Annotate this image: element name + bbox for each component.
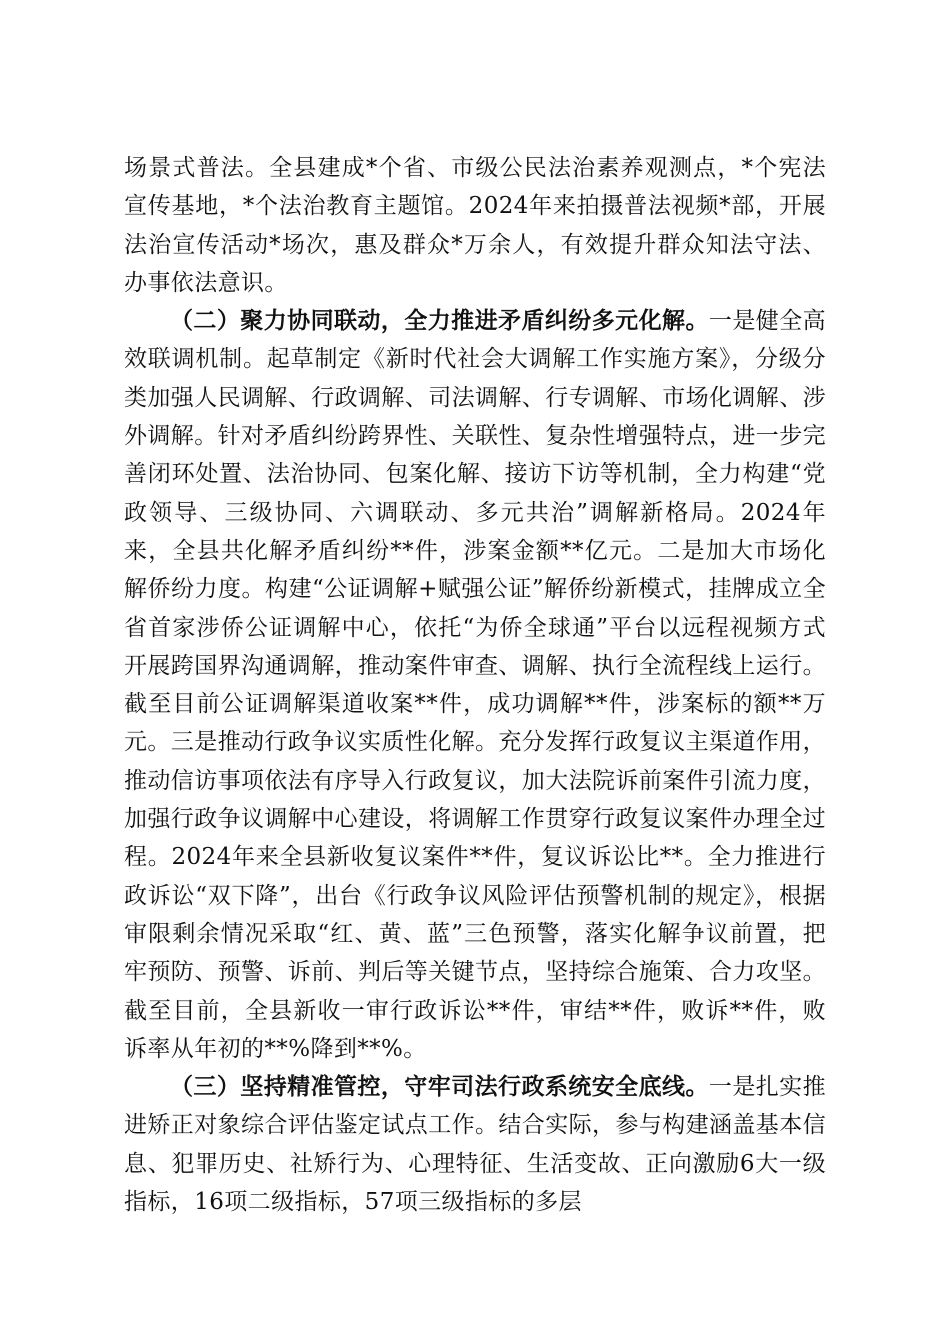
paragraph-text: 场景式普法。全县建成*个省、市级公民法治素养观测点，*个宪法宣传基地，*个法治教育主题馆。2024年来拍摄普法视频*部，开展法治宣传活动*场次，惠及群众*万余人，有效提升群众知法守法、办事依法意识。 [124,155,826,296]
paragraph-section-3 [124,1068,826,1221]
document-body [124,149,826,1221]
paragraph-section-2 [124,302,826,1068]
paragraph-continuation [124,149,826,302]
section-heading: （三）坚持精准管控，守牢司法行政系统安全底线。 [170,1073,709,1101]
section-heading: （二）聚力协同联动，全力推进矛盾纠纷多元化解。 [170,307,709,335]
paragraph-text: 一是健全高效联调机制。起草制定《新时代社会大调解工作实施方案》，分级分类加强人民调解、行政调解、司法调解、行专调解、市场化调解、涉外调解。针对矛盾纠纷跨界性、关联性、复杂性增强特点，进一步完善闭环处置、法治协同、包案化解、接访下访等机制，全力构建“党政领导、三级协同、六调联动、多元共治”调解新格局。2024年来，全县共化解矛盾纠纷**件，涉案金额**亿元。二是加大市场化解侨纷力度。构建“公证调解+赋强公证”解侨纷新模式，挂牌成立全省首家涉侨公证调解中心，依托“为侨全球通”平台以远程视频方式开展跨国界沟通调解，推动案件审查、调解、执行全流程线上运行。截至目前公证调解渠道收案**件，成功调解**件，涉案标的额**万元。三是推动行政争议实质性化解。充分发挥行政复议主渠道作用，推动信访事项依法有序导入行政复议，加大法院诉前案件引流力度，加强行政争议调解中心建设，将调解工作贯穿行政复议案件办理全过程。2024年来全县新收复议案件**件，复议诉讼比**。全力推进行政诉讼“双下降”，出台《行政争议风险评估预警机制的规定》，根据审限剩余情况采取“红、黄、蓝”三色预警，落实化解争议前置，把牢预防、预警、诉前、判后等关键节点，坚持综合施策、合力攻坚。截至目前，全县新收一审行政诉讼**件，审结**件，败诉**件，败诉率从年初的**%降到**%。 [124,308,827,1062]
paragraph-text: 一是扎实推进矫正对象综合评估鉴定试点工作。结合实际，参与构建涵盖基本信息、犯罪历史、社矫行为、心理特征、生活变故、正向激励6大一级指标，16项二级指标，57项三级指标的多层 [124,1074,827,1216]
